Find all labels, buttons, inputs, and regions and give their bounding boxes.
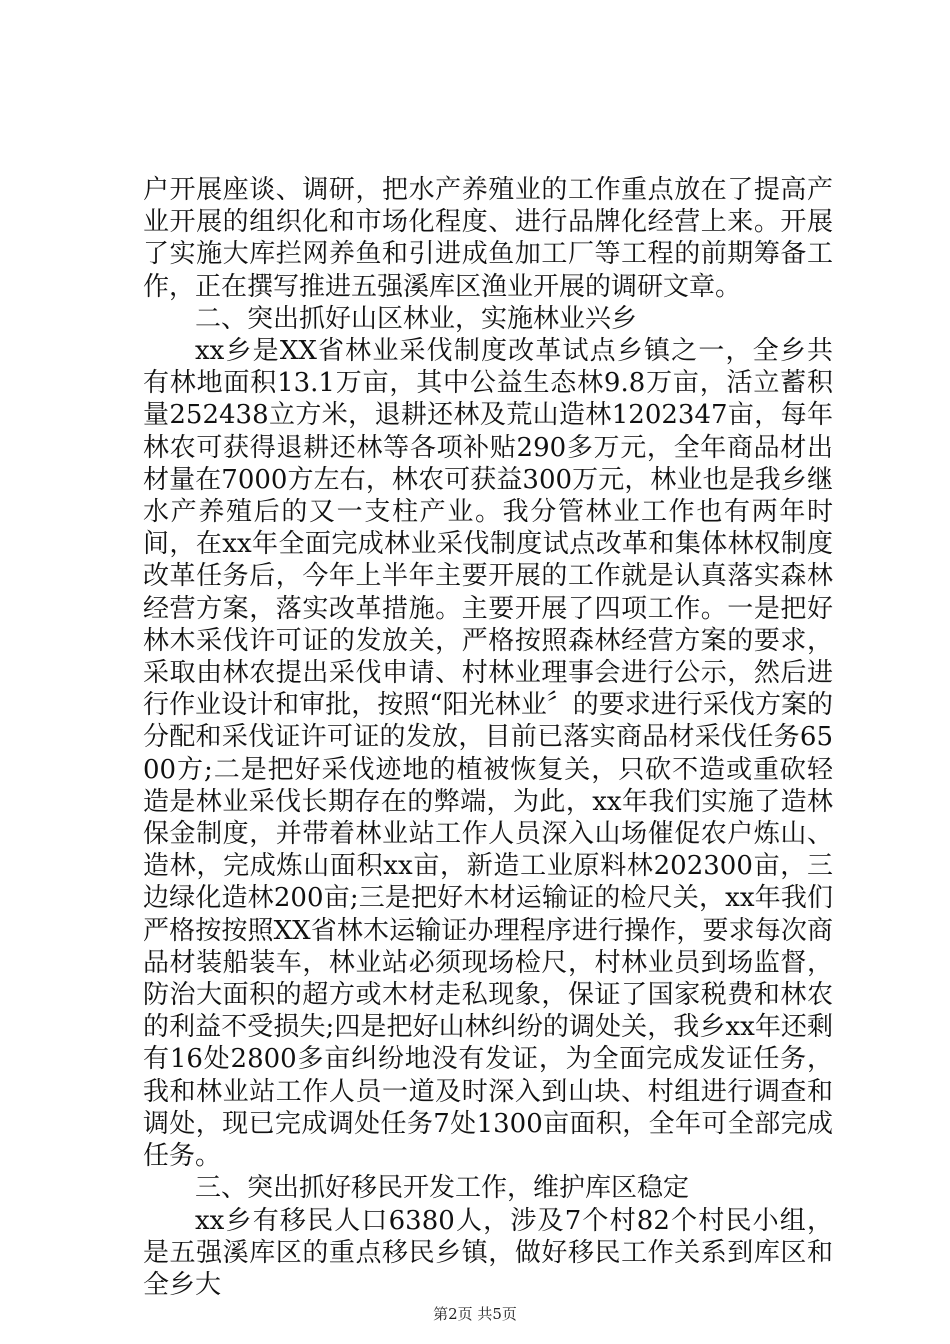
paragraph-forestry: xx乡是XX省林业采伐制度改革试点乡镇之一，全乡共有林地面积13.1万亩，其中公益生态林9.8万亩，活立蓄积量252438立方米，退耕还林及荒山造林1202347亩，每年林农可获得退耕还林等各项补贴290多万元，全年商品材出材量在7000方左右，林农可获益300万元，林业也是我乡继水产养殖后的又一支柱产业。我分管林业工作也有两年时间，在xx年全面完成林业采伐制度试点改革和集体林权制度改革任务后，今年上半年主要开展的工作就是认真落实森林经营方案，落实改革措施。主要开展了四项工作。一是把好林木采伐许可证的发放关，严格按照森林经营方案的要求，采取由林农提出采伐申请、村林业理事会进行公示，然后进行作业设计和审批，按照“阳光林业〞的要求进行采伐方案的分配和采伐证许可证的发放，目前已落实商品材采伐任务6500方;二是把好采伐迹地的植被恢复关，只砍不造或重砍轻造是林业采伐长期存在的弊端，为此，xx年我们实施了造林保金制度，并带着林业站工作人员深入山场催促农户炼山、造林，完成炼山面积xx亩，新造工业原料林202300亩，三边绿化造林200亩;三是把好木材运输证的检尺关，xx年我们严格按按照XX省林木运输证办理程序进行操作，要求每次商品材装船装车，林业站必须现场检尺，村林业员到场监督，防治大面积的超方或木材走私现象，保证了国家税费和林农的利益不受损失;四是把好山林纠纷的调处关，我乡xx年还剩有16处2800多亩纠纷地没有发证，为全面完成发证任务，我和林业站工作人员一道及时深入到山块、村组进行调查和调处，现已完成调处任务7处1300亩面积，全年可全部完成任务。: [143, 336, 833, 1172]
document-body: [143, 174, 833, 1301]
section-heading-migration: 三、突出抓好移民开发工作，维护库区稳定: [195, 1173, 690, 1204]
paragraph-migration: xx乡有移民人口6380人，涉及7个村82个村民小组，是五强溪库区的重点移民乡镇，做好移民工作关系到库区和全乡大: [143, 1205, 833, 1300]
paragraph-aquaculture: 户开展座谈、调研，把水产养殖业的工作重点放在了提高产业开展的组织化和市场化程度、进行品牌化经营上来。开展了实施大库拦网养鱼和引进成鱼加工厂等工程的前期筹备工作，正在撰写推进五强溪库区渔业开展的调研文章。: [143, 175, 833, 302]
section-heading-forestry: 二、突出抓好山区林业，实施林业兴乡: [195, 303, 638, 334]
page-number-footer: 第2页 共5页: [433, 1305, 517, 1323]
